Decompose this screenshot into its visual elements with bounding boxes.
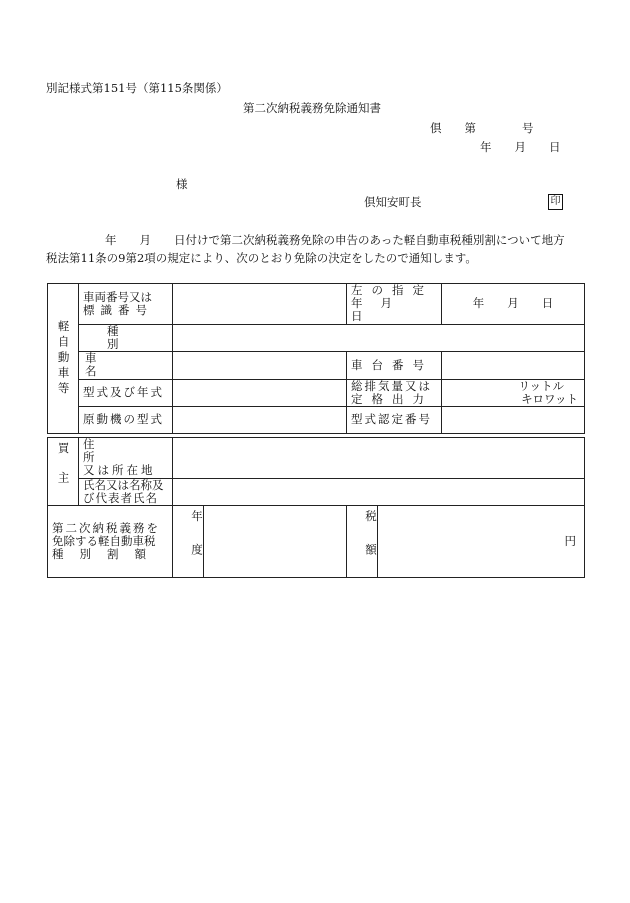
vehicle-table — [47, 283, 585, 434]
tax-amount-field[interactable] — [378, 506, 585, 578]
yen-unit: 円 — [564, 533, 576, 548]
buyer-name-label: 氏名又は名称及 び代表者氏名 — [79, 478, 173, 505]
addressee-suffix: 様 — [176, 177, 188, 191]
designation-date-field[interactable]: 年 月 日 — [442, 284, 585, 325]
buyer-label: 買主 — [48, 438, 79, 506]
issuer-name: 倶知安町長 — [364, 195, 422, 209]
model-year-label: 型式及び年式 — [79, 379, 173, 406]
issue-date: 年 月 日 — [480, 140, 561, 154]
model-cert-number-field[interactable] — [442, 406, 585, 433]
document-title: 第二次納税義務免除通知書 — [243, 101, 381, 115]
address-field[interactable] — [173, 438, 585, 479]
seal-mark: 印 — [548, 194, 563, 210]
address-label: 住所 又は所在地 — [79, 438, 173, 479]
engine-model-label: 原動機の型式 — [79, 406, 173, 433]
chassis-number-field[interactable] — [442, 352, 585, 379]
unit-liter: リットル — [518, 378, 564, 393]
exempt-amount-label: 第二次納税義務を 免除する軽自動車税 種別割額 — [48, 506, 173, 578]
plate-number-label: 車両番号又は 標識番号 — [79, 284, 173, 325]
engine-model-field[interactable] — [173, 406, 347, 433]
buyer-name-field[interactable] — [173, 478, 585, 505]
buyer-tax-table — [47, 437, 585, 578]
fiscal-year-label: 年度 — [173, 506, 204, 578]
form-number: 別記様式第151号（第115条関係） — [46, 81, 228, 95]
model-cert-number-label: 型式認定番号 — [347, 406, 442, 433]
fiscal-year-field[interactable] — [204, 506, 347, 578]
model-year-field[interactable] — [173, 379, 347, 406]
type-field[interactable] — [173, 324, 585, 351]
vehicle-name-field[interactable] — [173, 352, 347, 379]
designation-date-label: 左の指定 年月日 — [347, 284, 442, 325]
vehicle-name-label: 車名 — [79, 352, 173, 379]
document-number: 倶 第 号 — [430, 121, 534, 135]
vehicle-section-label: 軽自動車等 — [48, 284, 79, 434]
tax-amount-label: 税額 — [347, 506, 378, 578]
notice-text-line2: 税法第11条の9第2項の規定により、次のとおり免除の決定をしたので通知します。 — [46, 251, 477, 265]
type-label: 種別 — [79, 324, 173, 351]
plate-number-field[interactable] — [173, 284, 347, 325]
displacement-label: 総排気量又は 定格出力 — [347, 379, 442, 406]
unit-kilowatt: キロワット — [521, 391, 578, 406]
notice-text-line1: 年 月 日付けで第二次納税義務免除の申告のあった軽自動車税種別割について地方 — [105, 233, 565, 247]
chassis-number-label: 車台番号 — [347, 352, 442, 379]
displacement-field[interactable] — [442, 379, 585, 406]
